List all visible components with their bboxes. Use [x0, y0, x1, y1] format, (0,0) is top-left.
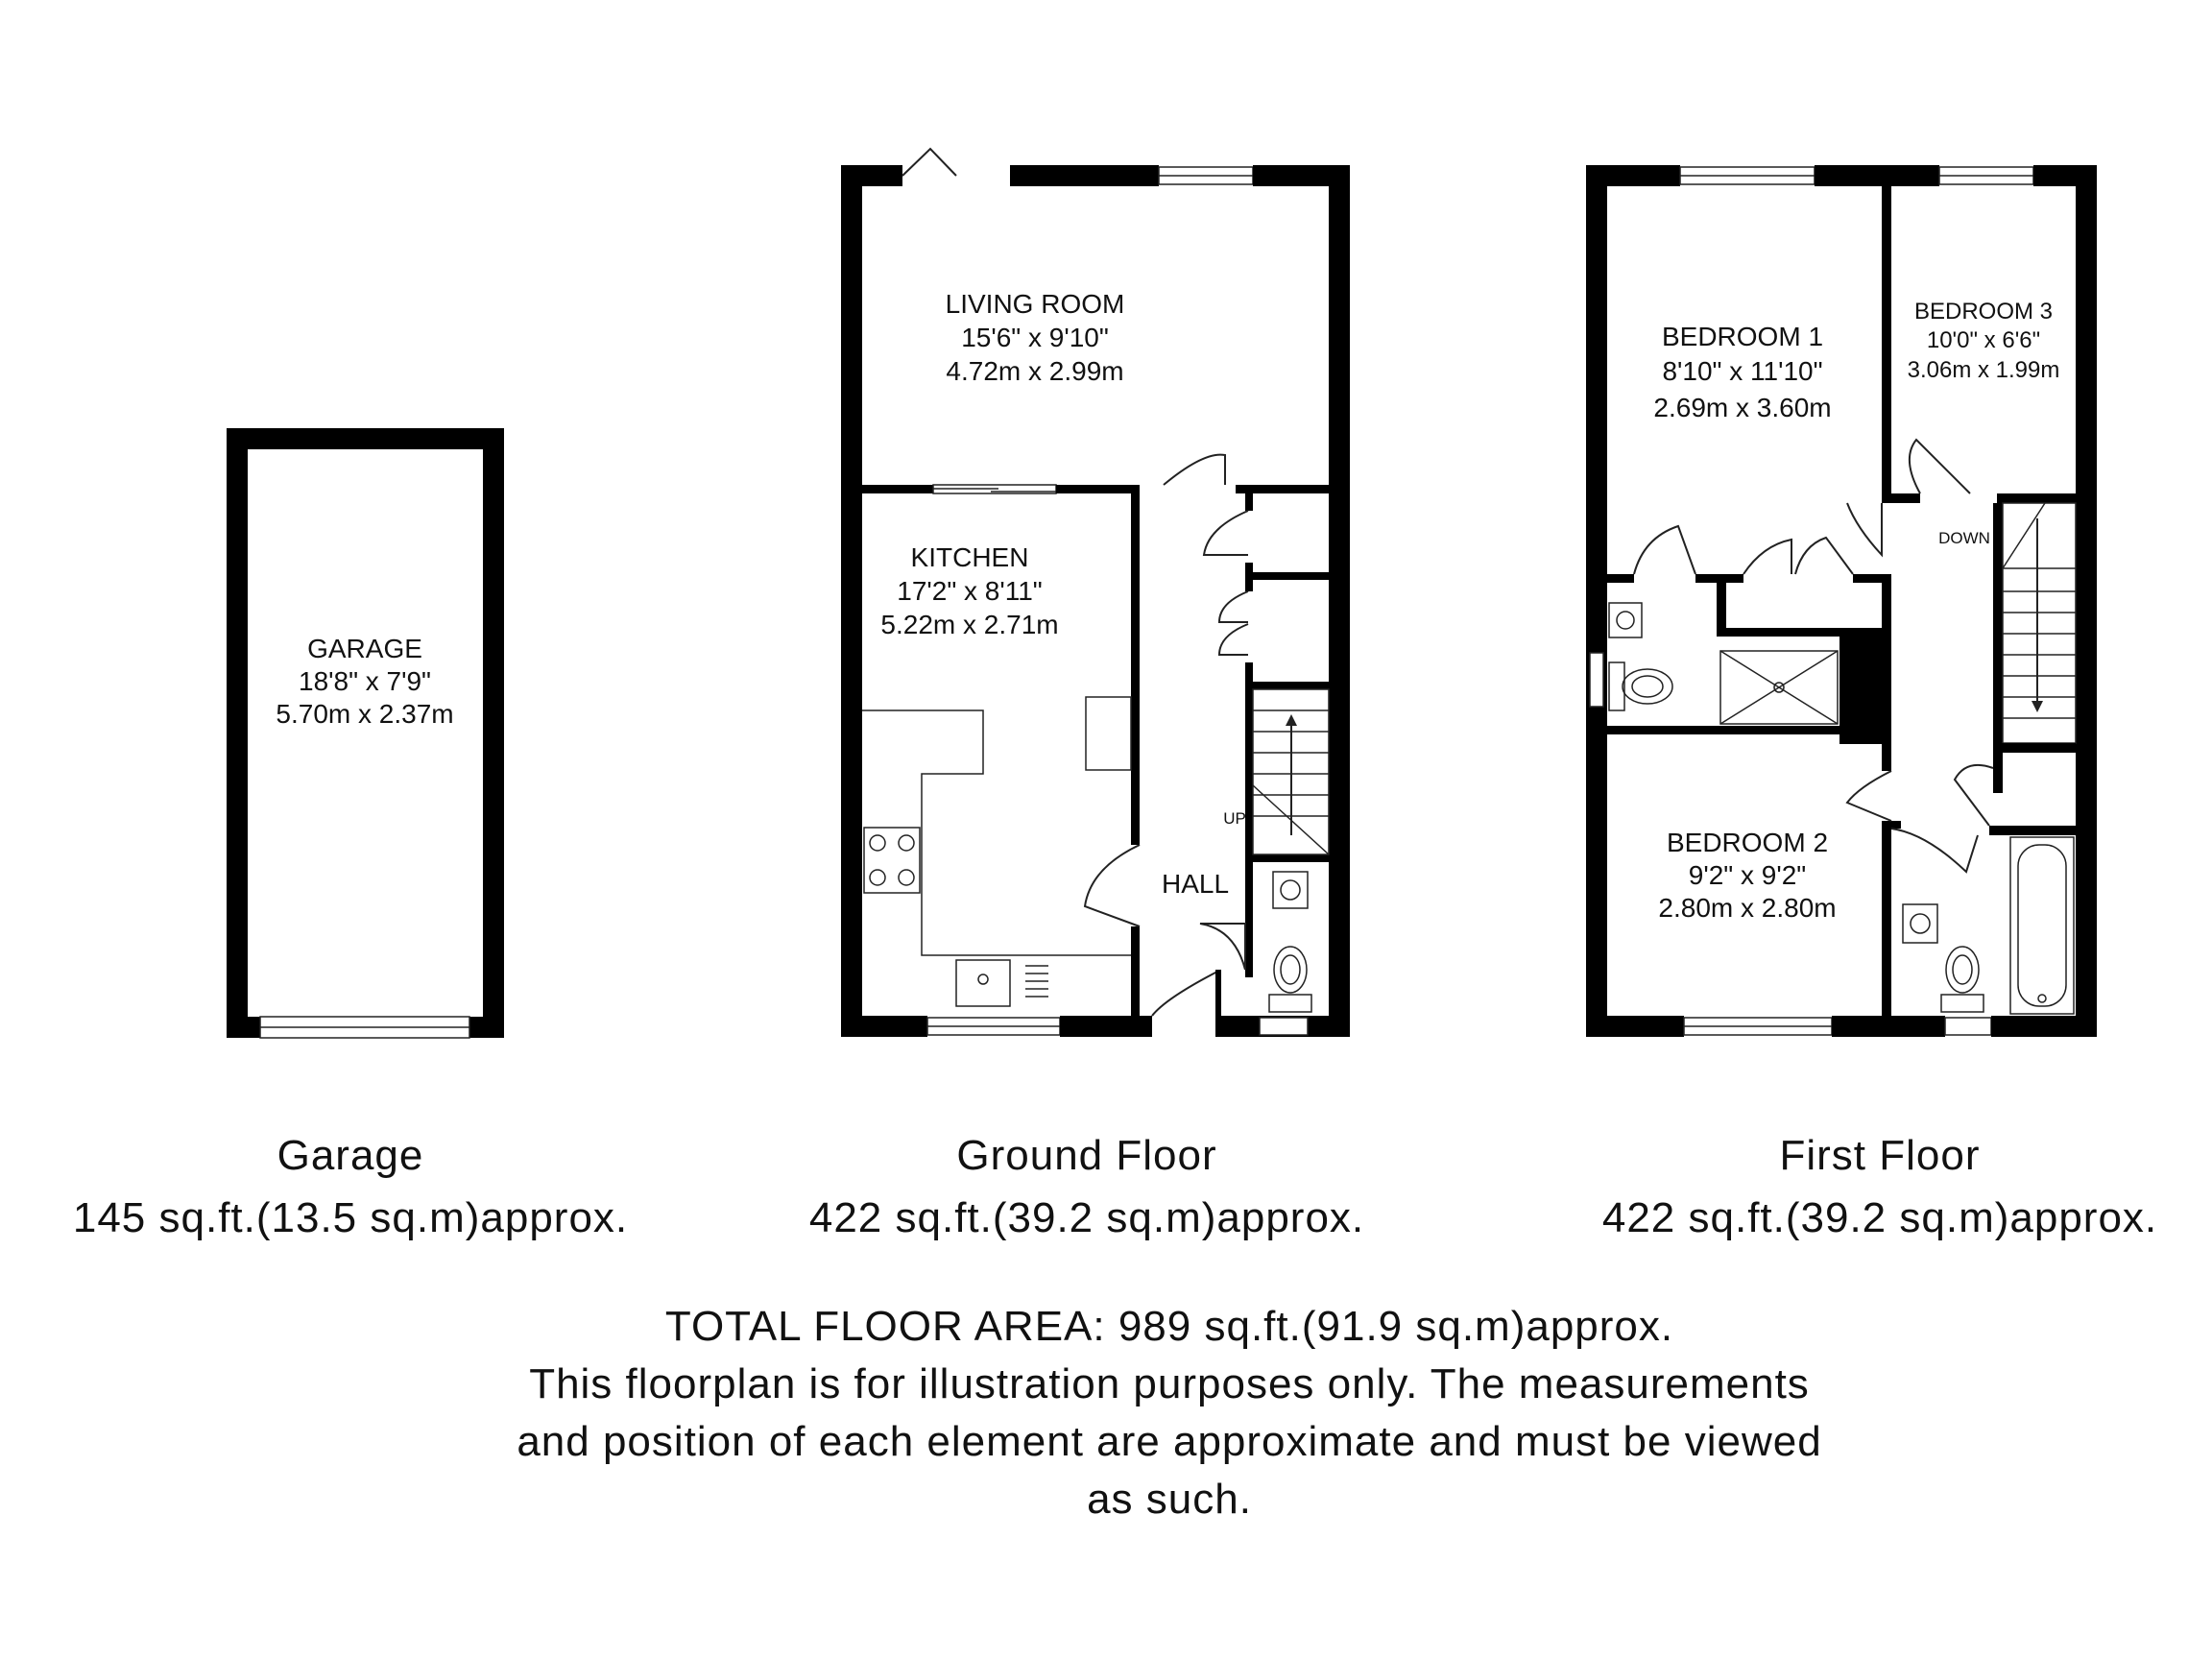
ff-bath-basin-icon [1903, 904, 1937, 943]
garage-dim-imperial: 18'8" x 7'9" [299, 666, 431, 696]
total-floor-area: TOTAL FLOOR AREA: 989 sq.ft.(91.9 sq.m)approx. [664, 1303, 1674, 1350]
bedroom3-dim-metric: 3.06m x 1.99m [1907, 357, 2060, 383]
ff-window-ensuite [1590, 653, 1603, 707]
garage-name: GARAGE [307, 634, 422, 663]
gf-wall-left [841, 165, 862, 1037]
ff-stairs-label: DOWN [1938, 529, 1990, 547]
kitchen-dim-metric: 5.22m x 2.71m [880, 610, 1059, 639]
ff-bath-icon [2010, 837, 2074, 1014]
kitchen-name: KITCHEN [910, 542, 1029, 572]
ff-bath-toilet-icon [1941, 947, 1984, 1012]
gf-window-wc [1260, 1018, 1308, 1035]
ff-wall-left [1586, 165, 1607, 1037]
bedroom2-dim-imperial: 9'2" x 9'2" [1688, 860, 1807, 890]
bedroom3-dim-imperial: 10'0" x 6'6" [1926, 327, 2041, 353]
garage-walls [227, 428, 504, 1038]
ff-staircase [1993, 503, 2076, 743]
kitchen-dim-imperial: 17'2" x 8'11" [897, 576, 1043, 606]
gf-wall-kitchen-hall [1131, 485, 1140, 845]
first-floor-caption-title: First Floor [1779, 1132, 1981, 1179]
garage-caption-area: 145 sq.ft.(13.5 sq.m)approx. [72, 1194, 629, 1241]
garage-caption-title: Garage [276, 1132, 424, 1179]
ff-window-bath [1945, 1018, 1991, 1035]
gf-wc-toilet-icon [1269, 947, 1311, 1012]
gf-wc-basin-icon [1273, 872, 1308, 908]
bedroom3-name: BEDROOM 3 [1913, 299, 2054, 325]
bedroom1-name: BEDROOM 1 [1661, 322, 1824, 351]
gf-stairs-label: UP [1223, 809, 1246, 828]
ff-wall-bed1-bed3 [1882, 186, 1891, 503]
disclaimer-line-1: This floorplan is for illustration purposes only. The measurements [529, 1360, 1810, 1407]
gf-staircase [1253, 689, 1329, 854]
ff-ensuite-toilet-icon [1609, 662, 1672, 710]
garage-dim-metric: 5.70m x 2.37m [276, 699, 454, 729]
hall-name: HALL [1161, 869, 1230, 899]
ff-ensuite-basin-icon [1609, 603, 1642, 637]
sink-icon [956, 960, 1010, 1006]
living-room-name: LIVING ROOM [945, 289, 1125, 319]
ff-wall-right [2076, 165, 2097, 1037]
gf-wall-bottom-left [841, 1016, 927, 1037]
bedroom1-dim-imperial: 8'10" x 11'10" [1662, 356, 1823, 386]
bedroom2-dim-metric: 2.80m x 2.80m [1658, 893, 1837, 923]
ground-floor-caption-area: 422 sq.ft.(39.2 sq.m)approx. [808, 1194, 1365, 1241]
kitchen-units [862, 697, 1131, 1006]
bedroom2-name: BEDROOM 2 [1666, 828, 1829, 857]
disclaimer-line-3: as such. [1087, 1476, 1252, 1523]
garage-plan [227, 428, 504, 1038]
bedroom1-dim-metric: 2.69m x 3.60m [1653, 393, 1832, 422]
disclaimer-line-2: and position of each element are approximate and must be viewed [517, 1418, 1822, 1465]
ff-shower-tray-icon [1720, 651, 1838, 724]
living-room-dim-metric: 4.72m x 2.99m [946, 356, 1124, 386]
living-room-dim-imperial: 15'6" x 9'10" [961, 323, 1109, 352]
gf-wall-top-mid [1010, 165, 1159, 186]
gf-wall-living-kitchen [862, 485, 933, 493]
first-floor-caption-area: 422 sq.ft.(39.2 sq.m)approx. [1601, 1194, 2158, 1241]
ground-floor-caption-title: Ground Floor [956, 1132, 1217, 1179]
gf-wall-right [1329, 165, 1350, 1037]
